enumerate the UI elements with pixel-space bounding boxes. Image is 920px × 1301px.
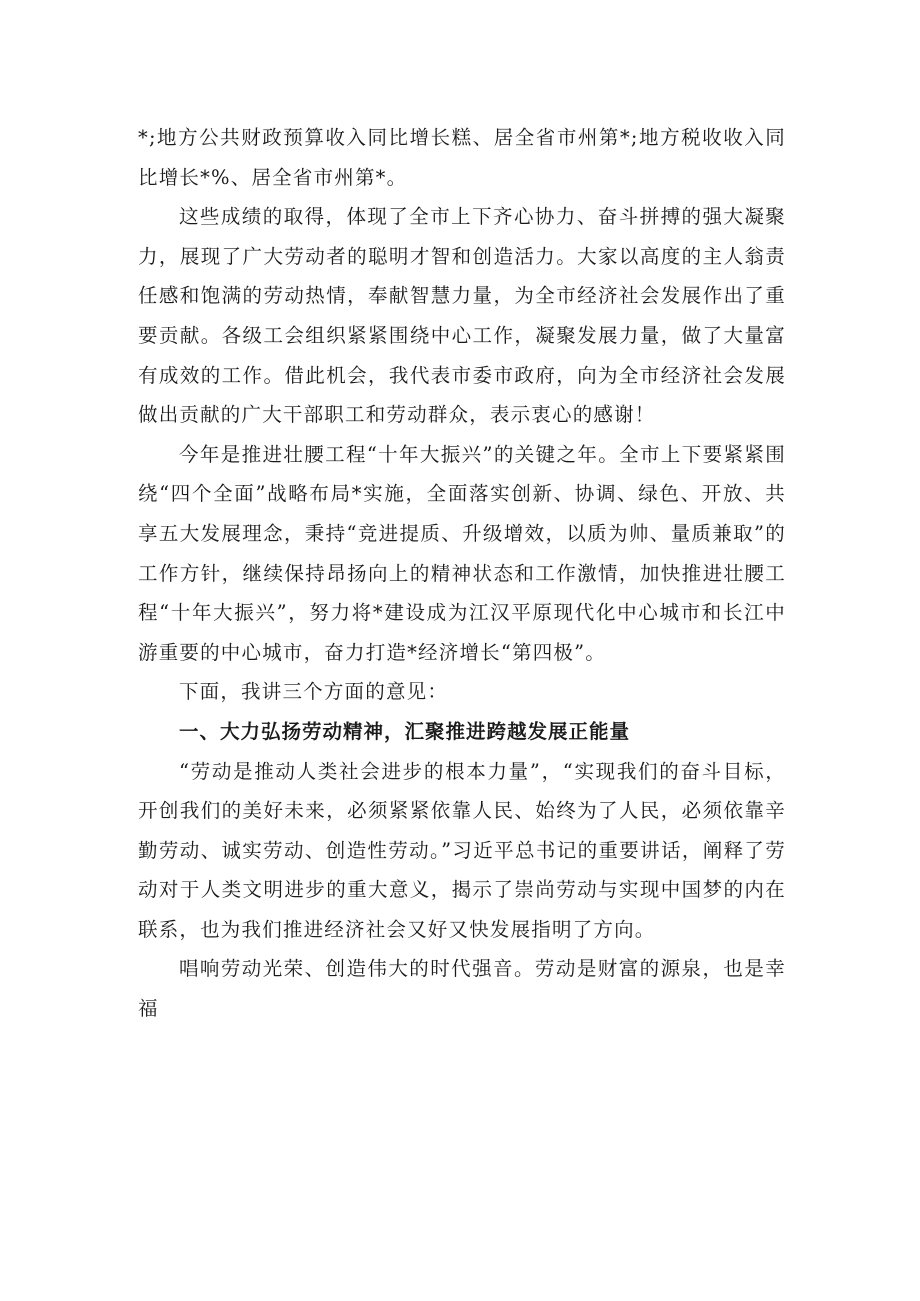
paragraph-7: 唱响劳动光荣、创造伟大的时代强音。劳动是财富的源泉，也是幸福 bbox=[138, 957, 786, 1021]
paragraph-3: 今年是推进壮腰工程“十年大振兴”的关键之年。全市上下要紧紧围绕“四个全面”战略布局*实施，全面落实创新、协调、绿色、开放、共享五大发展理念，秉持“竞进提质、升级增效，以质为帅、量质兼取”的工作方针，继续保持昂扬向上的精神状态和工作激情，加快推进壮腰工程“十年大振兴”，努力将*建设成为江汉平原现代化中心城市和长江中游重要的中心城市，奋力打造*经济增长“第四极”。 bbox=[138, 442, 786, 664]
paragraph-4: 下面，我讲三个方面的意见： bbox=[178, 680, 449, 704]
document-body bbox=[138, 118, 786, 1029]
paragraph-1: *;地方公共财政预算收入同比增长糕、居全省市州第*;地方税收收入同比增长*%、居全省市州第*。 bbox=[138, 126, 786, 189]
paragraph-2: 这些成绩的取得，体现了全市上下齐心协力、奋斗拼搏的强大凝聚力，展现了广大劳动者的聪明才智和创造活力。大家以高度的主人翁责任感和饱满的劳动热情，奉献智慧力量，为全市经济社会发展作出了重要贡献。各级工会组织紧紧围绕中心工作，凝聚发展力量，做了大量富有成效的工作。借此机会，我代表市委市政府，向为全市经济社会发展做出贡献的广大干部职工和劳动群众，表示衷心的感谢！ bbox=[138, 205, 786, 427]
section-heading-1: 一、大力弘扬劳动精神，汇聚推进跨越发展正能量 bbox=[178, 719, 630, 743]
paragraph-6: “劳动是推动人类社会进步的根本力量”，“实现我们的奋斗目标，开创我们的美好未来，必须紧紧依靠人民、始终为了人民，必须依靠辛勤劳动、诚实劳动、创造性劳动。”习近平总书记的重要讲话，阐释了劳动对于人类文明进步的重大意义，揭示了崇尚劳动与实现中国梦的内在联系，也为我们推进经济社会又好又快发展指明了方向。 bbox=[138, 759, 786, 941]
